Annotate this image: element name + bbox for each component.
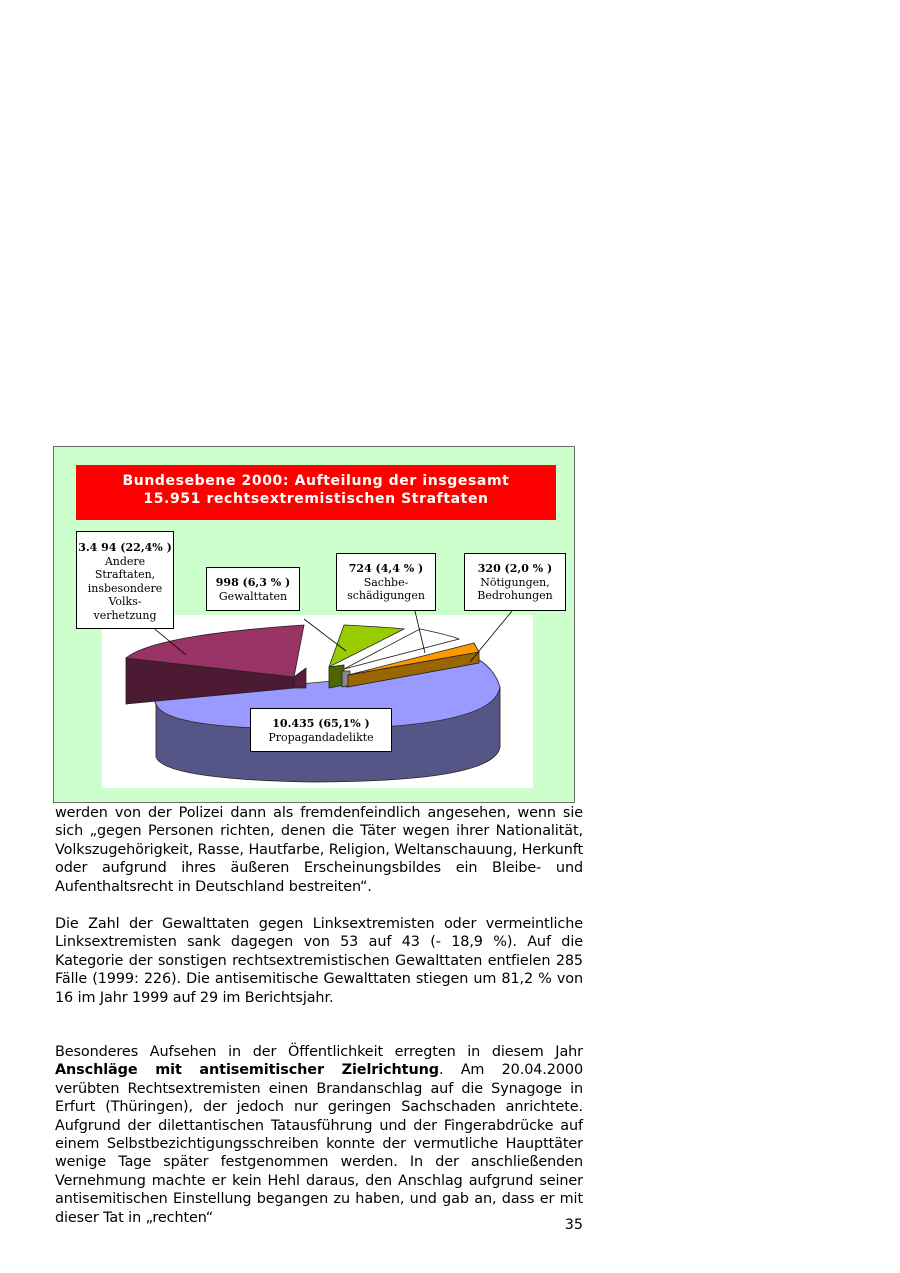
paragraph-2 bbox=[55, 915, 583, 1007]
paragraph-3 bbox=[55, 1043, 583, 1227]
paragraph-3-pre: Besonderes Aufsehen in der Öffentlichkeit erregten in diesem Jahr bbox=[55, 1044, 583, 1060]
chart-title-line1: Bundesebene 2000: Aufteilung der insgesamt bbox=[122, 473, 510, 489]
label-propaganda-line1: Propagandadelikte bbox=[268, 730, 374, 744]
label-andere-line3: insbesondere bbox=[87, 581, 163, 595]
label-noet-line2: Bedrohungen bbox=[477, 589, 553, 602]
label-andere-line4: Volks- bbox=[108, 595, 142, 608]
paragraph-1 bbox=[55, 804, 583, 896]
leader-noet bbox=[470, 611, 512, 662]
chart-figure bbox=[53, 446, 575, 803]
label-gewalt-value: 998 (6,3 % ) bbox=[215, 576, 291, 589]
paragraph-3-bold: Anschläge mit antisemitischer Zielrichtung bbox=[55, 1062, 439, 1079]
paragraph-1-text: werden von der Polizei dann als fremdenfeindlich angesehen, wenn sie sich „gegen Personen richten, denen die Täter wegen ihrer Nationalität, Volkszugehörigkeit, Rasse, Hautfarbe, Religion, Weltanschauung, Herkunft oder aufgrund ihres äußeren Erscheinungsbildes ein Bleibe- und Aufenthaltsrecht in Deutschland bestreiten“. bbox=[55, 805, 583, 895]
paragraph-3-text bbox=[55, 1043, 583, 1227]
label-sach-line2: schädigungen bbox=[347, 589, 425, 602]
chart-title-line2: 15.951 rechtsextremistischen Straftaten bbox=[143, 491, 489, 507]
label-andere-value: 3.4 94 (22,4% ) bbox=[78, 541, 172, 554]
label-sach-line1: Sachbe- bbox=[363, 575, 409, 589]
label-andere-line1: Andere bbox=[104, 554, 146, 568]
label-noet-line1: Nötigungen, bbox=[480, 575, 550, 589]
label-andere bbox=[76, 531, 174, 629]
label-noet bbox=[464, 553, 566, 611]
label-sach-value: 724 (4,4 % ) bbox=[348, 562, 424, 575]
label-propaganda bbox=[250, 708, 392, 752]
page-number: 35 bbox=[564, 1217, 583, 1233]
label-propaganda-value: 10.435 (65,1% ) bbox=[272, 717, 370, 730]
leader-gewalt bbox=[304, 619, 346, 651]
label-gewalt-line1: Gewalttaten bbox=[218, 589, 288, 603]
label-andere-line2: Straftaten, bbox=[94, 568, 156, 581]
paragraph-2-text: Die Zahl der Gewalttaten gegen Linksextremisten oder vermeintliche Linksextremisten sank dagegen von 53 auf 43 (- 18,9 %). Auf die Kategorie der sonstigen rechtsextremistischen Gewalttaten entfielen 285 Fälle (1999: 226). Die antisemitische Gewalttaten stiegen um 81,2 % von 16 im Jahr 1999 auf 29 im Berichtsjahr. bbox=[55, 916, 583, 1006]
label-andere-line5: verhetzung bbox=[93, 608, 157, 622]
label-noet-value: 320 (2,0 % ) bbox=[477, 562, 553, 575]
label-sach bbox=[336, 553, 436, 611]
slice-andere-side2 bbox=[294, 668, 306, 688]
label-gewalt bbox=[206, 567, 300, 611]
paragraph-3-post: . Am 20.04.2000 verübten Rechtsextremisten einen Brandanschlag auf die Synagoge in Erfurt (Thüringen), der jedoch nur geringen Sachschaden anrichtete. Aufgrund der dilettantischen Tatausführung und der Fingerabdrücke auf einem Selbstbezichtigungsschreiben konnte der vermutliche Haupttäter wenige Tage später festgenommen werden. In der anschließenden Vernehmung machte er kein Hehl daraus, den Anschlag aufgrund seiner antisemitischen Einstellung begangen zu haben, und gab an, dass er mit dieser Tat in „rechten“ bbox=[55, 1062, 583, 1226]
